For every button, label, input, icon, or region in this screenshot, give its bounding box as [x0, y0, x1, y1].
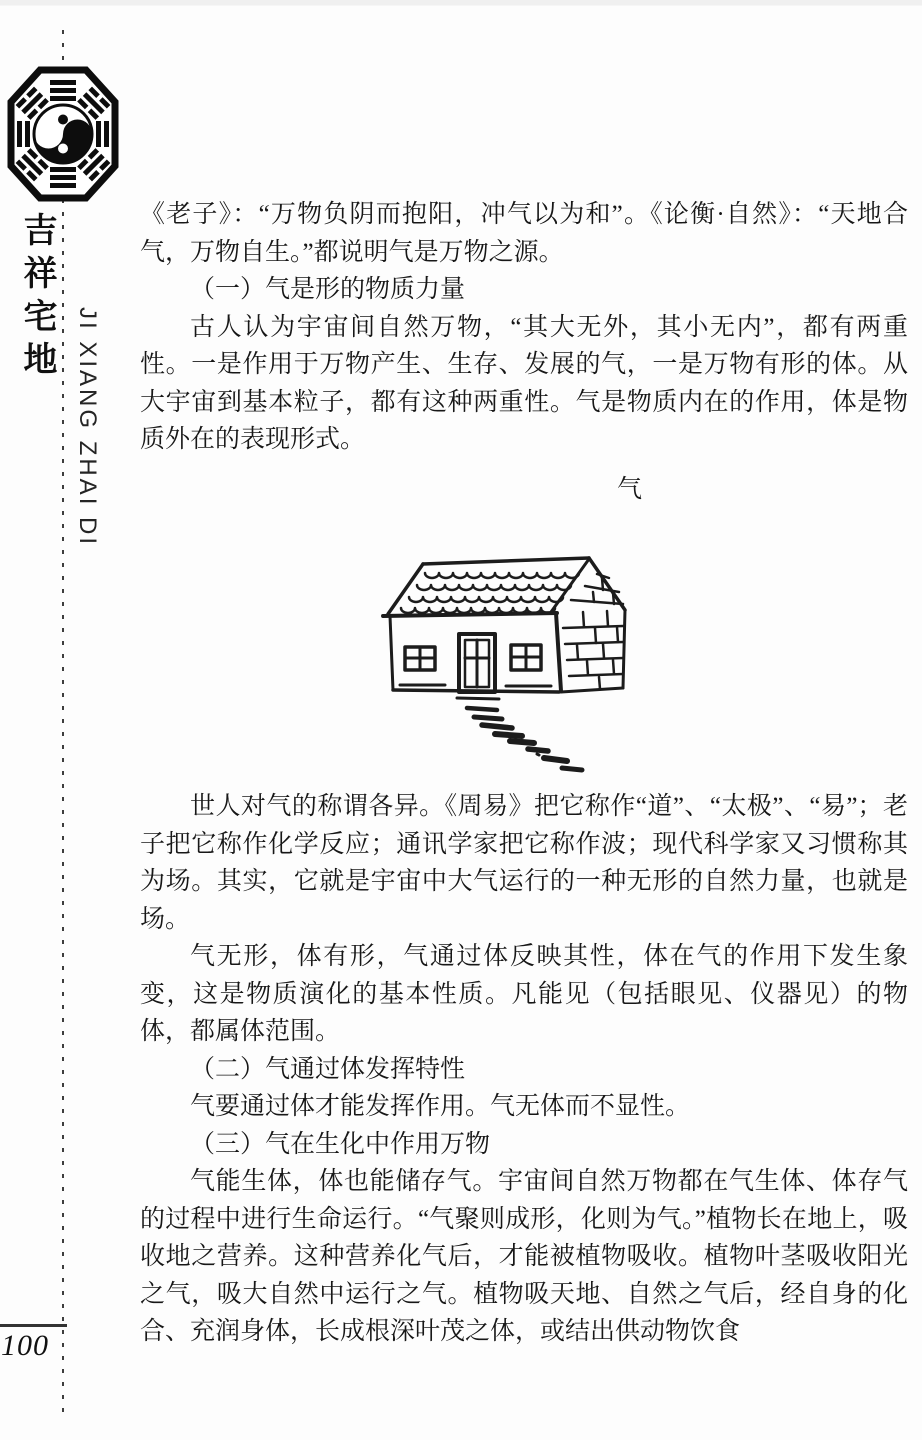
paragraph: 气无形，体有形，气通过体反映其性，体在气的作用下发生象变，这是物质演化的基本性质。凡能见（包括眼见、仪器见）的物体，都属体范围。 [140, 943, 908, 1045]
bagua-taiji-logo-icon [7, 66, 119, 202]
series-title-vertical: 吉祥宅地 [18, 212, 55, 384]
house-sketch-illustration [373, 548, 663, 780]
series-title-latin: JI XIANG ZHAI DI [74, 307, 101, 548]
paragraph: 世人对气的称谓各异。《周易》把它称作“道”、“太极”、“易”；老子把它称作化学反应；通讯学家把它称作波；现代科学家又习惯称其为场。其实，它就是宇宙中大气运行的一种无形的自然力量，也就是场。 [140, 793, 908, 933]
section-heading-2: （二）气通过体发挥特性 [190, 1055, 466, 1083]
margin-dashed-rule [62, 30, 64, 1416]
footer-rule [0, 1324, 67, 1327]
page-number: 100 [1, 1329, 49, 1362]
figure-qi-house [140, 471, 908, 781]
scan-edge-artifact [0, 0, 922, 6]
paragraph: 气能生体，体也能储存气。宇宙间自然万物都在气生体、体存气的过程中进行生命运行。“气聚则成形，化则为气。”植物长在地上，吸收地之营养。这种营养化气后，才能被植物吸收。植物叶茎吸收阳光之气，吸大自然中运行之气。植物吸天地、自然之气后，经自身的化合、充润身体，长成根深叶茂之体，或结出供动物饮食 [140, 1168, 908, 1345]
paragraph: 古人认为宇宙间自然万物，“其大无外，其小无内”，都有两重性。一是作用于万物产生、生存、发展的气，一是万物有形的体。从大宇宙到基本粒子，都有这种两重性。气是物质内在的作用，体是物质外在的表现形式。 [140, 313, 908, 453]
section-heading-1: （一）气是形的物质力量 [190, 276, 466, 303]
figure-label: 气 [617, 475, 643, 503]
section-heading-3: （三）气在生化中作用万物 [190, 1130, 491, 1158]
paragraph: 气要通过体才能发挥作用。气无体而不显性。 [190, 1093, 691, 1120]
paragraph: 《老子》：“万物负阴而抱阳，冲气以为和”。《论衡·自然》：“天地合气，万物自生。”都说明气是万物之源。 [140, 201, 908, 266]
page-body [140, 196, 908, 1351]
